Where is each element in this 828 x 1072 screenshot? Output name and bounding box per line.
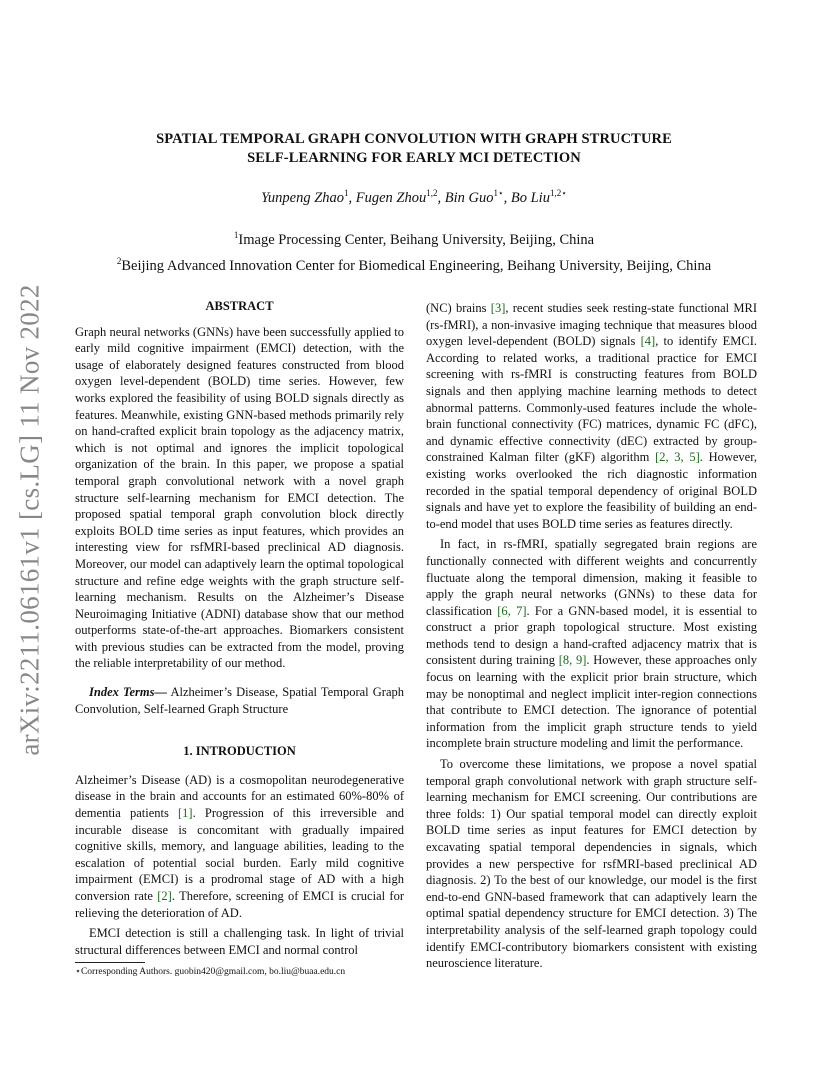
citation-link[interactable]: [4] — [640, 334, 656, 349]
paper-title — [60, 130, 768, 168]
author-name: Bo Liu — [510, 189, 550, 206]
affiliation-text: Beijing Advanced Innovation Center for Biomedical Engineering, Beihang University, Beijing, China — [121, 257, 712, 274]
text-run: . Progression of this irreversible and incurable disease is concomitant with gradually impaired cognitive skills, memory, and language abilities, leading to the escalation of potential social burden. Early mild cognitive impairment (EMCI) is a prodromal stage of AD with a high conversion rate — [75, 806, 404, 903]
intro-paragraph-2: EMCI detection is still a challenging task. In light of trivial structural differences between EMCI and normal control — [75, 926, 404, 957]
intro-paragraph-2-continued — [426, 300, 757, 532]
text-run: . However, these approaches only focus on learning with the explicit prior brain structure, which may be nonoptimal and neglect implicit inter-region connections that contribute to EMCI detection. The ignorance of potential information from the implicit graph structure tends to yield incomplete brain structure modeling and limit the performance. — [426, 653, 757, 751]
index-terms-text: Alzheimer’s Disease, Spatial Temporal Graph Convolution, Self-learned Graph Structure — [75, 685, 404, 716]
title-line-2: SELF-LEARNING FOR EARLY MCI DETECTION — [247, 150, 581, 166]
intro-paragraph-3 — [426, 536, 757, 752]
text-run: In fact, in rs-fMRI, spatially segregated brain regions are functionally connected with different weights and concurrently fluctuate along the temporal dimension, making it feasible to apply the graph neural networks (GNNs) to these data for classification — [426, 537, 757, 618]
author-affil-mark: 1 — [344, 188, 349, 198]
text-run: , to identify EMCI. According to related works, a traditional practice for EMCI screening with rs-fMRI is constructing features from BOLD signals and then applying machine learning methods to detect abnormal patterns. Commonly-used features include the whole-brain functional connectivity (FC) matrices, dynamic FC (dFC), and dynamic effective connectivity (dEC) extracted by group-constrained Kalman filter (gKF) algorithm — [426, 334, 757, 465]
text-run: Alzheimer’s Disease (AD) is a cosmopolitan neurodegenerative disease in the brain and accounts for an estimated 60%-80% of dementia patients — [75, 772, 404, 821]
citation-link[interactable]: [3] — [490, 301, 506, 315]
footnote: ⋆Corresponding Authors. guobin420@gmail.com, bo.liu@buaa.edu.cn — [75, 967, 346, 977]
right-column — [426, 300, 757, 972]
arxiv-id: arXiv:2211.06161v1 [cs.LG] 11 Nov 2022 — [14, 284, 45, 756]
footnote-rule — [75, 962, 145, 963]
title-line-1: SPATIAL TEMPORAL GRAPH CONVOLUTION WITH GRAPH STRUCTURE — [156, 131, 672, 147]
left-column — [75, 298, 404, 958]
author-affil-mark: 1⋆ — [493, 188, 504, 198]
intro-paragraph-1 — [75, 772, 404, 921]
affiliation-text: Image Processing Center, Beihang University, Beijing, China — [238, 231, 595, 248]
text-run: . For a GNN-based model, it is essential to construct a prior graph topological structure. Most existing methods tend to design a hand-crafted adjacency matrix that is consistent during training — [426, 603, 757, 668]
citation-link[interactable]: [2, 3, 5] — [655, 450, 700, 465]
author-affil-mark: 1,2⋆ — [549, 188, 567, 198]
author-affil-mark: 1,2 — [426, 188, 438, 198]
abstract-text: Graph neural networks (GNNs) have been successfully applied to early mild cognitive impairment (EMCI) detection, with the usage of elaborately designed features constructed from blood oxygen level-dependent (BOLD) time series. However, few works explored the feasibility of using BOLD signals directly as features. Meanwhile, existing GNN-based methods primarily rely on hand-crafted explicit brain topology as the adjacency matrix, which is not optimal and ignores the implicit topological organization of the brain. In this paper, we propose a spatial temporal graph convolutional network with a novel graph structure self-learning mechanism for EMCI detection. The proposed spatial temporal graph convolution block directly exploits BOLD time series as input features, which provides an interesting view for rsfMRI-based preclinical AD diagnosis. Moreover, our model can adaptively learn the optimal topological structure and refine edge weights with the graph structure self-learning mechanism. Results on the Alzheimer’s Disease Neuroimaging Initiative (ADNI) database show that our method outperforms state-of-the-art approaches. Biomarkers consistent with previous studies can be extracted from the model, proving the reliable interpretability of our method. — [75, 324, 404, 671]
author-name: Fugen Zhou — [355, 189, 427, 206]
affiliation-mark: 2 — [116, 255, 122, 266]
abstract-heading: ABSTRACT — [205, 299, 274, 313]
affiliation-mark: 1 — [233, 230, 239, 240]
text-run: , recent studies seek resting-state functional MRI (rs-fMRI), a non-invasive imaging technique that measures blood oxygen level-dependent (BOLD) signals — [426, 301, 757, 349]
index-terms-label: Index Terms— — [89, 685, 167, 700]
index-terms — [75, 684, 404, 717]
affiliation-line — [40, 251, 788, 277]
arxiv-stamp — [10, 284, 50, 756]
affiliations — [40, 225, 788, 277]
text-run: (NC) brains — [426, 301, 491, 315]
citation-link[interactable]: [6, 7] — [497, 603, 527, 618]
author-list: Yunpeng Zhao$^1$, Fugen Zhou$^{1,2}$, Bin Guo$^{1⋆}$, Bo Liu$^{1,2⋆}$ — [261, 188, 567, 206]
intro-paragraph-4: To overcome these limitations, we propose a novel spatial temporal graph convolutional network with graph structure self-learning mechanism for EMCI screening. Our contributions are three folds: 1) Our spatial temporal model can directly exploit BOLD time series as input features for EMCI detection by excavating spatial temporal dependencies in signals, which provides a new perspective for rsfMRI-based preclinical AD diagnosis. 2) To the best of our knowledge, our model is the first end-to-end GNN-based framework that can adaptively learn the optimal spatial dependency structure for EMCI detection. 3) The interpretability analysis of the self-learned graph topology could identify EMCI-contributory biomarkers consistent with existing neuroscience literature. — [426, 757, 757, 971]
text-run: . Therefore, screening of EMCI is crucial for relieving the deterioration of AD. — [75, 889, 405, 920]
citation-link[interactable]: [1] — [178, 806, 193, 821]
author-name: Yunpeng Zhao — [261, 189, 345, 206]
introduction-heading: 1. INTRODUCTION — [183, 744, 296, 759]
citation-link[interactable]: [8, 9] — [558, 653, 587, 668]
author-name: Bin Guo — [444, 189, 494, 206]
text-run: . However, existing works overlooked the rich diagnostic information recorded in the spatial temporal dependency of original BOLD signals and have yet to explore the feasibility of building an end-to-end model that uses BOLD time series as features directly. — [426, 450, 758, 531]
citation-link[interactable]: [2] — [157, 889, 172, 903]
affiliation-line — [40, 225, 788, 251]
